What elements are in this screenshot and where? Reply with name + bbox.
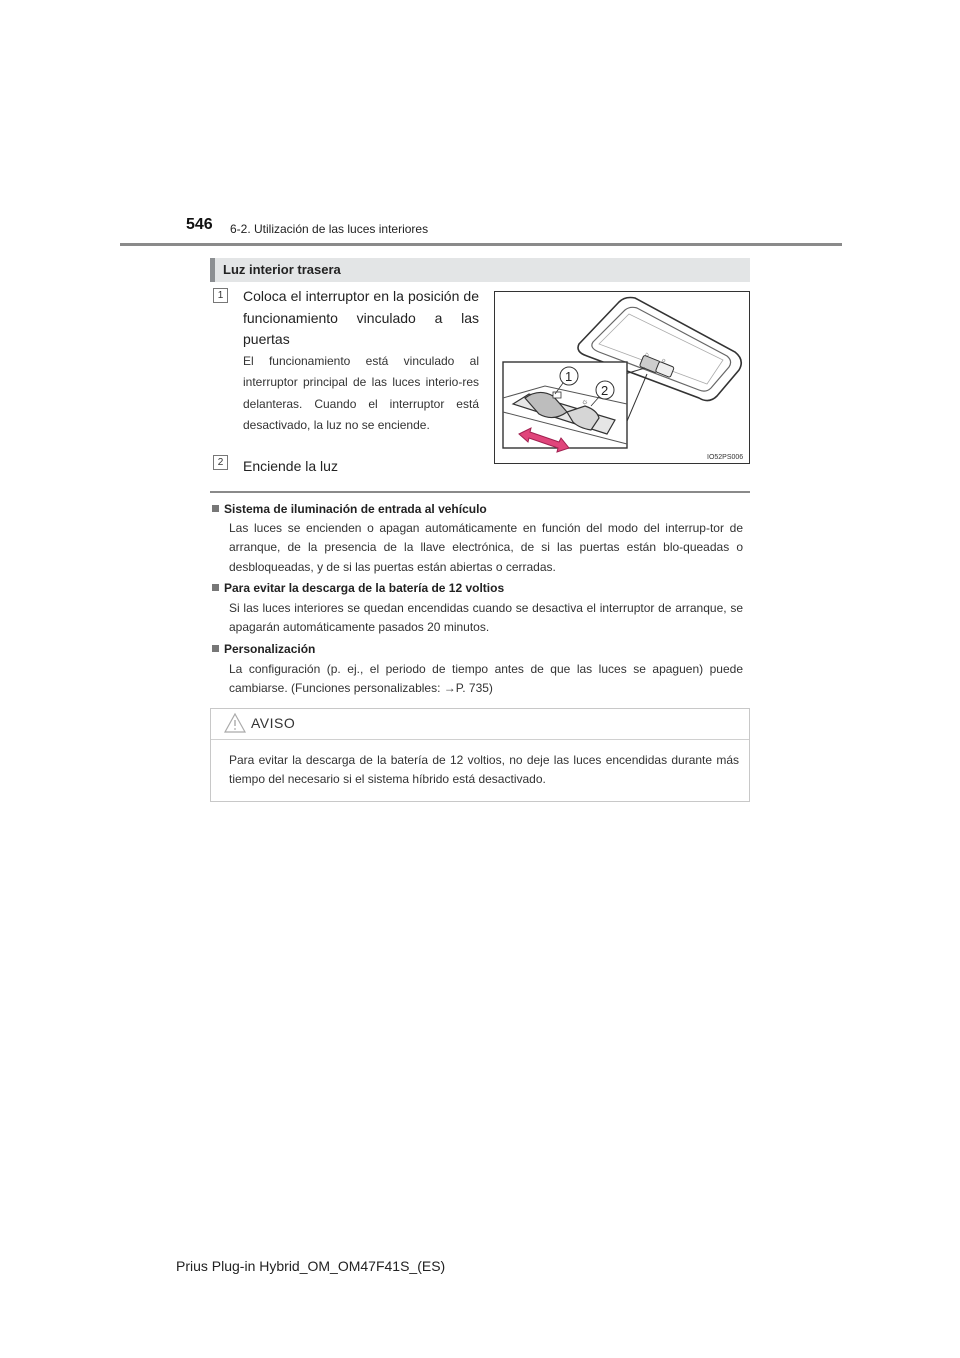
rear-light-switch-drawing [495,292,749,463]
bullet-square-icon [212,645,219,652]
bullet-square-icon [212,505,219,512]
step-2-title: Enciende la luz [243,458,338,474]
header-rule [120,243,842,246]
svg-text:☼: ☼ [661,358,667,364]
section-rule [210,491,750,493]
note-2-body: Si las luces interiores se quedan encendidas cuando se desactiva el interruptor de arranque, se apagarán automáticamente pasados 20 minutos. [229,601,743,635]
step-1-badge: 1 [213,288,228,303]
warning-header [211,709,749,740]
step-1-description: El funcionamiento está vinculado al interruptor principal de las luces interio-res delanteras. Cuando el interruptor está desactivado, la luz no se enciende. [243,354,479,433]
note-3-title: Personalización [212,642,315,656]
footer-manual-id: Prius Plug-in Hybrid_OM_OM47F41S_(ES) [176,1258,446,1274]
step-2-badge: 2 [213,455,228,470]
rear-interior-light-illustration [494,291,750,464]
subsection-title: Luz interior trasera [223,262,341,277]
svg-text:☼: ☼ [581,397,589,406]
illustration-code: IO52PS006 [707,454,744,461]
callout-2: 2 [601,383,609,398]
warning-body: Para evitar la descarga de la batería de 12 voltios, no deje las luces encendidas durante más tiempo del necesario si el sistema híbrido está desactivado. [229,753,739,787]
note-1-title: Sistema de iluminación de entrada al vehículo [212,502,487,516]
subsection-heading [210,258,750,282]
subsection-accent [210,258,215,282]
step-1-title: Coloca el interruptor en la posición de funcionamiento vinculado a las puertas [243,288,479,347]
note-1-body: Las luces se encienden o apagan automáticamente en función del modo del interrup-tor de arranque, de la presencia de la llave electrónica, de si las puertas están blo-queadas o desbloqueadas, y de si las puertas están abiertas o cerradas. [229,521,743,574]
note-3-body: La configuración (p. ej., el periodo de tiempo antes de que las luces se apaguen) puede cambiarse. (Funciones personalizables: →P. 735) [229,662,743,696]
section-title: 6-2. Utilización de las luces interiores [230,222,429,236]
svg-text:⌂: ⌂ [645,352,649,358]
callout-1: 1 [565,369,573,384]
warning-triangle-icon [224,712,246,734]
warning-title: AVISO [251,715,296,731]
page-number: 546 [186,216,213,233]
bullet-square-icon [212,584,219,591]
note-2-title: Para evitar la descarga de la batería de 12 voltios [212,581,504,595]
warning-box [210,708,750,802]
